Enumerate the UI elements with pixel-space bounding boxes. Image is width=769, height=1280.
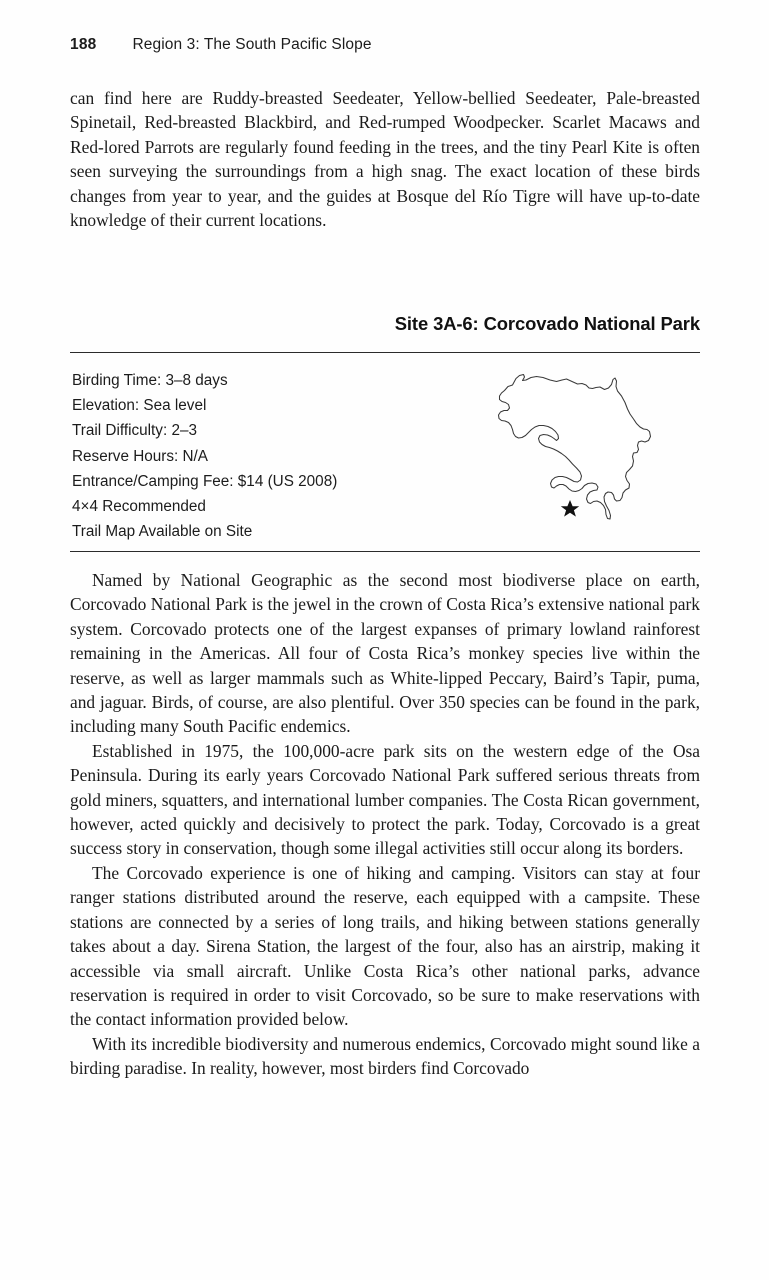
running-head: [70, 36, 690, 58]
site-info-block: [72, 368, 432, 544]
intro-paragraph-block: [70, 86, 700, 232]
info-rule-top: [70, 352, 700, 353]
intro-paragraph: can find here are Ruddy-breasted Seedeater, Yellow-bellied Seedeater, Pale-breasted Spinetail, Red-breasted Blackbird, and Red-rumped Woodpecker. Scarlet Macaws and Red-lored Parrots are regularly found feeding in the trees, and the tiny Pearl Kite is often seen surveying the surroundings from a high snag. The exact location of these birds changes from year to year, and the guides at Bosque del Río Tigre will have up-to-date knowledge of their current locations.: [70, 88, 700, 231]
info-line-reserve-hours: Reserve Hours: N/A: [72, 447, 209, 465]
site-heading: Site 3A-6: Corcovado National Park: [394, 313, 700, 334]
info-rule-bottom: [70, 551, 700, 552]
body-paragraph-1: Named by National Geographic as the second most biodiverse place on earth, Corcovado National Park is the jewel in the crown of Costa Rica’s extensive national park system. Corcovado protects one of the largest expanses of primary lowland rainforest remaining in the Americas. All four of Costa Rica’s monkey species live within the reserve, as well as larger mammals such as White-lipped Peccary, Baird’s Tapir, puma, and jaguar. Birds, of course, are also plentiful. Over 350 species can be found in the park, including many South Pacific endemics.: [70, 570, 700, 737]
body-paragraph-3: The Corcovado experience is one of hiking and camping. Visitors can stay at four ranger stations distributed around the reserve, each equipped with a campsite. These stations are connected by a series of long trails, and hiking between stations generally takes about a day. Sirena Station, the largest of the four, also has an airstrip, making it accessible via small aircraft. Unlike Costa Rica’s other national parks, advance reservation is required in order to visit Corcovado, so be sure to make reservations with the contact information provided below.: [70, 862, 700, 1030]
info-line-trail-map: Trail Map Available on Site: [72, 523, 253, 541]
info-line-entrance-fee: Entrance/Camping Fee: $14 (US 2008): [72, 472, 338, 490]
main-body-block: [70, 568, 700, 1081]
body-paragraph-4: With its incredible biodiversity and numerous endemics, Corcovado might sound like a birding paradise. In reality, however, most birders find Corcovado: [70, 1033, 700, 1079]
costa-rica-map: [488, 366, 678, 544]
costa-rica-map-svg: [488, 366, 678, 544]
costa-rica-outline-path: [499, 375, 651, 520]
page-number: 188: [70, 36, 97, 53]
running-title: Region 3: The South Pacific Slope: [132, 36, 372, 53]
info-line-elevation: Elevation: Sea level: [72, 397, 207, 415]
info-line-vehicle: 4×4 Recommended: [72, 498, 206, 516]
location-star-icon: [561, 500, 579, 517]
info-line-birding-time: Birding Time: 3–8 days: [72, 372, 228, 389]
info-line-trail-difficulty: Trail Difficulty: 2–3: [72, 422, 197, 440]
body-paragraph-2: Established in 1975, the 100,000-acre park sits on the western edge of the Osa Peninsula. During its early years Corcovado National Park suffered serious threats from gold miners, squatters, and international lumber companies. The Costa Rican government, however, acted quickly and decisively to protect the park. Today, Corcovado is a great success story in conservation, though some illegal activities still occur along its borders.: [70, 740, 700, 859]
